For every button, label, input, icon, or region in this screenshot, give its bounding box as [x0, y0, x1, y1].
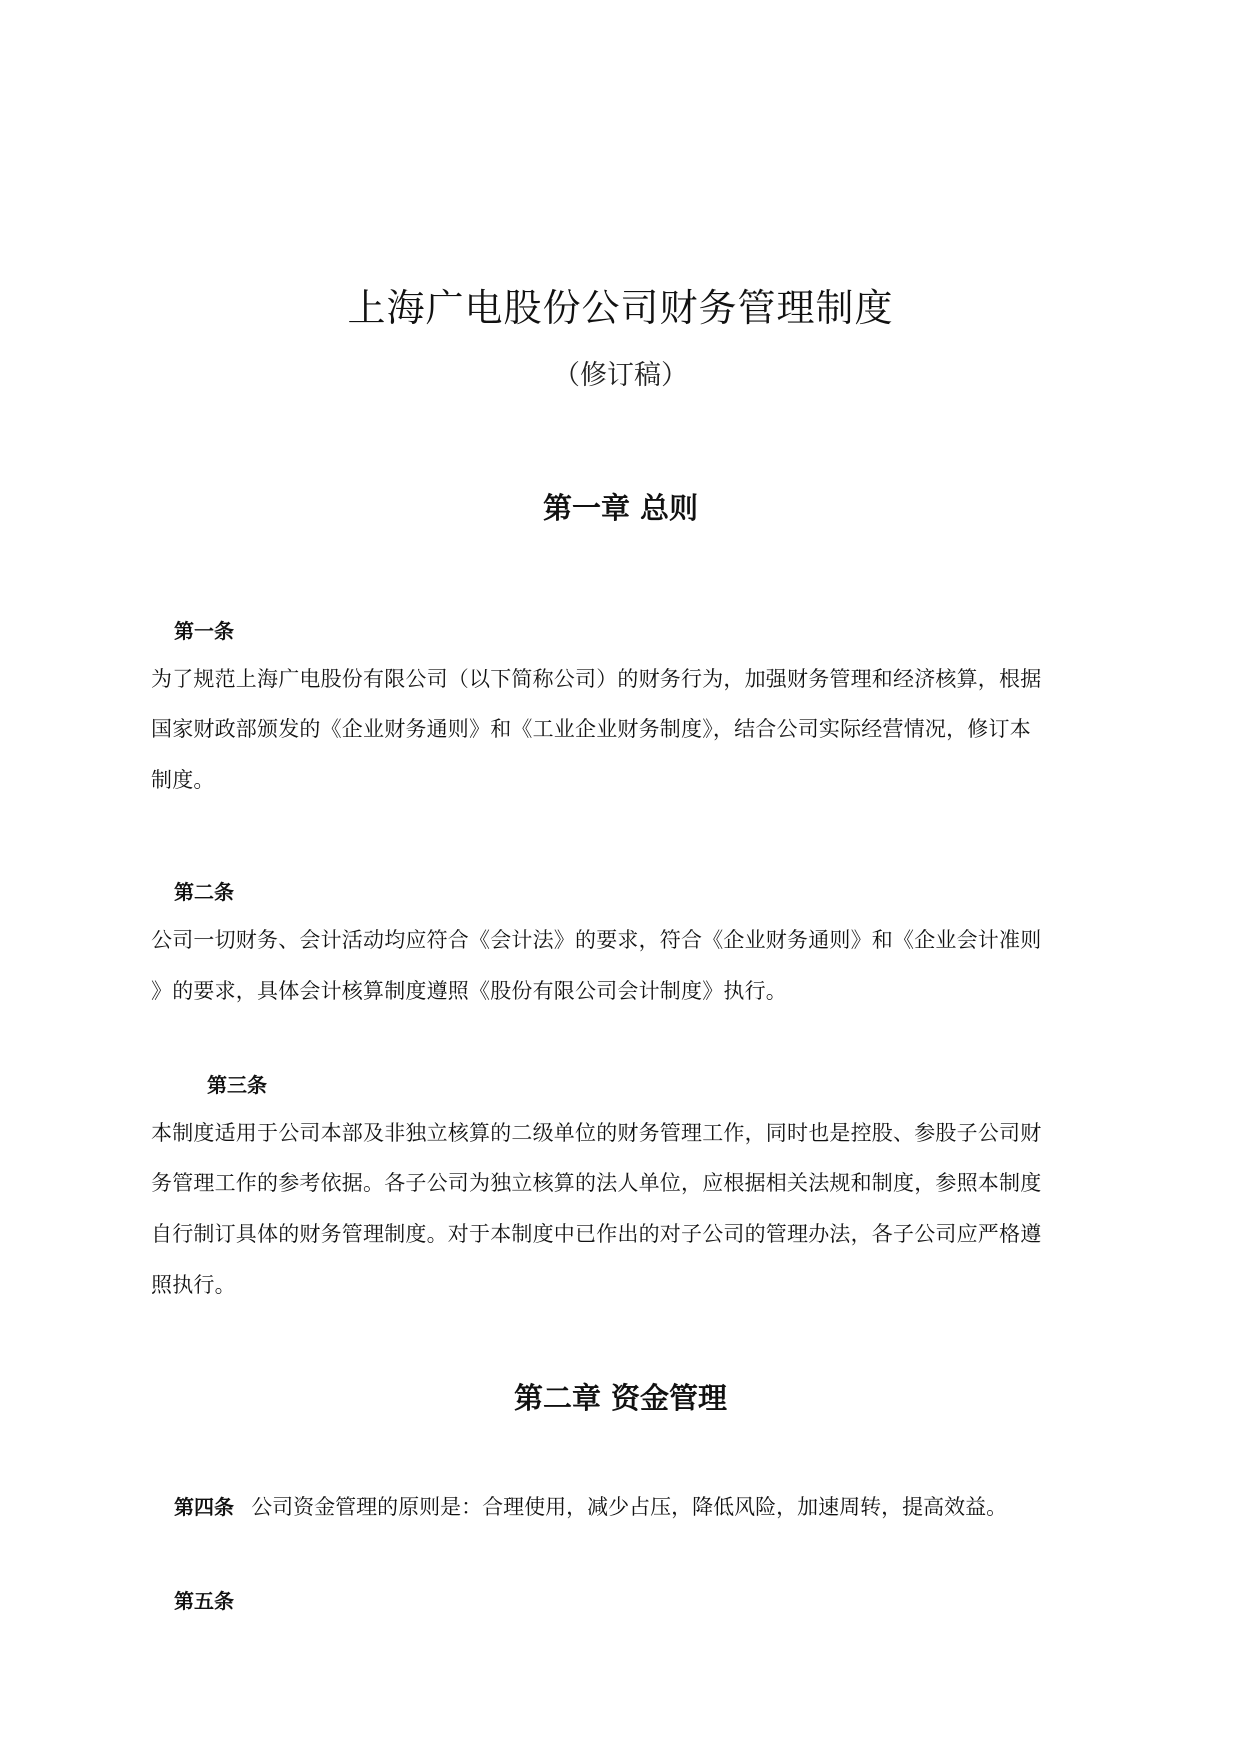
article-3-line-1: 本制度适用于公司本部及非独立核算的二级单位的财务管理工作，同时也是控股、参股子公司财	[151, 1121, 1042, 1145]
article-4	[174, 1492, 1007, 1522]
article-2-line-1: 公司一切财务、会计活动均应符合《会计法》的要求，符合《企业财务通则》和《企业会计准则	[151, 928, 1042, 952]
chapter-heading-2: 第二章 资金管理	[513, 1381, 728, 1415]
article-1-line-1: 为了规范上海广电股份有限公司（以下简称公司）的财务行为，加强财务管理和经济核算，根据	[151, 667, 1042, 691]
article-label-1: 第一条	[174, 619, 234, 643]
article-1-line-2: 国家财政部颁发的《企业财务通则》和《工业企业财务制度》，结合公司实际经营情况，修订本	[151, 717, 1031, 741]
article-3-line-3: 自行制订具体的财务管理制度。对于本制度中已作出的对子公司的管理办法，各子公司应严格遵	[151, 1222, 1042, 1246]
article-label-2: 第二条	[174, 880, 234, 904]
article-2-line-2: 》的要求，具体会计核算制度遵照《股份有限公司会计制度》执行。	[151, 979, 787, 1003]
article-label-4: 第四条	[174, 1495, 234, 1519]
article-4-text: 公司资金管理的原则是：合理使用，减少占压，降低风险，加速周转，提高效益。	[251, 1495, 1008, 1519]
article-1-line-3: 制度。	[151, 768, 215, 792]
document-subtitle: （修订稿）	[553, 360, 688, 391]
article-3-line-4: 照执行。	[151, 1273, 236, 1297]
chapter-heading-1: 第一章 总则	[542, 491, 699, 525]
article-label-3: 第三条	[207, 1073, 267, 1097]
document-title: 上海广电股份公司财务管理制度	[347, 286, 894, 330]
article-label-5: 第五条	[174, 1589, 234, 1613]
article-3-line-2: 务管理工作的参考依据。各子公司为独立核算的法人单位，应根据相关法规和制度，参照本制度	[151, 1171, 1042, 1195]
